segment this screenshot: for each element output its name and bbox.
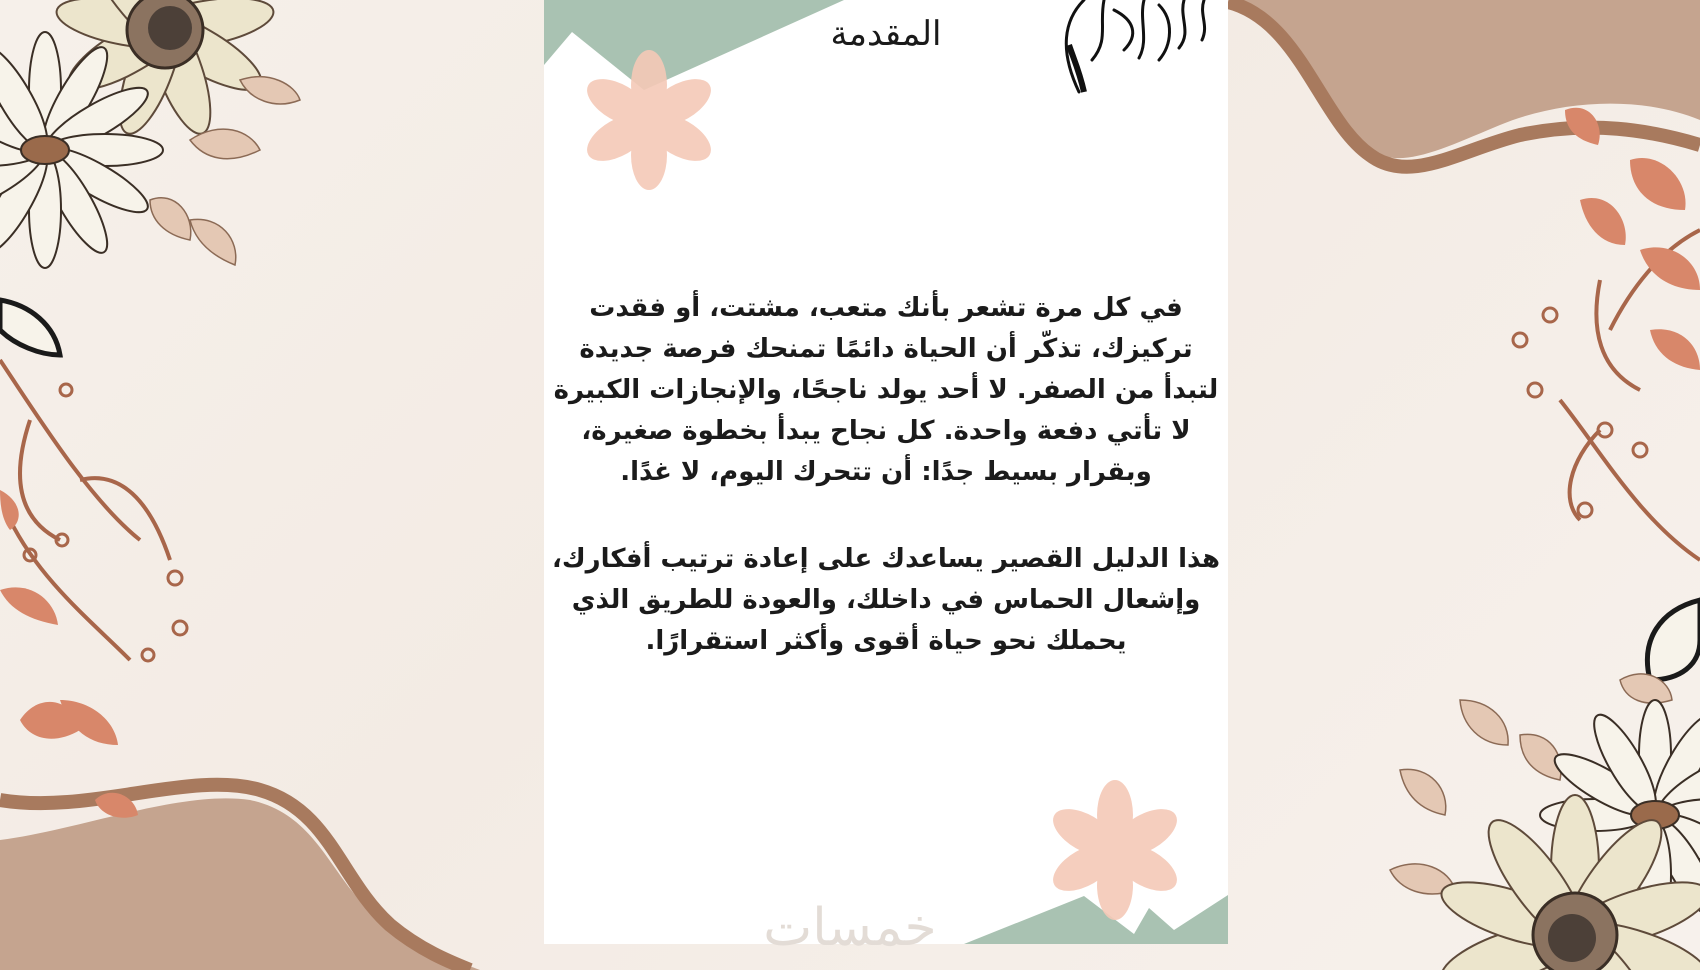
bottom-flower-icon (1045, 780, 1184, 920)
left-outline-leaf (0, 300, 60, 355)
right-outline-leaf (1647, 600, 1700, 680)
page-title: المقدمة (830, 14, 942, 54)
watermark-logo: خمسات (763, 898, 937, 958)
paragraph-line: لا تأتي دفعة واحدة. كل نجاح يبدأ بخطوة صغيرة، (581, 416, 1191, 446)
document-page (544, 0, 1228, 944)
paragraph-line: وبقرار بسيط جدًا: أن تتحرك اليوم، لا غدًا. (620, 457, 1152, 487)
right-branch-buds (1513, 308, 1647, 517)
left-branches (0, 360, 170, 660)
bottom-right-green-shape (964, 895, 1228, 944)
paragraph-line: هذا الدليل القصير يساعدك على إعادة ترتيب أفكارك، (551, 544, 1221, 574)
paragraph-line: في كل مرة تشعر بأنك متعب، مشتت، أو فقدت (589, 293, 1183, 323)
paragraph-line: لتبدأ من الصفر. لا أحد يولد ناجحًا، والإنجازات الكبيرة (553, 375, 1219, 405)
top-flower-icon (579, 50, 718, 190)
paragraph-line: وإشعال الحماس في داخلك، والعودة للطريق الذي (571, 585, 1201, 615)
paragraph-line: يحملك نحو حياة أقوى وأكثر استقرارًا. (645, 626, 1127, 656)
right-terracotta-leaves (1565, 108, 1700, 370)
paragraph-line: تركيزك، تذكّر أن الحياة دائمًا تمنحك فرصة جديدة (579, 334, 1193, 364)
intro-paragraph-2 (544, 539, 1228, 662)
intro-paragraph-1 (544, 288, 1228, 493)
